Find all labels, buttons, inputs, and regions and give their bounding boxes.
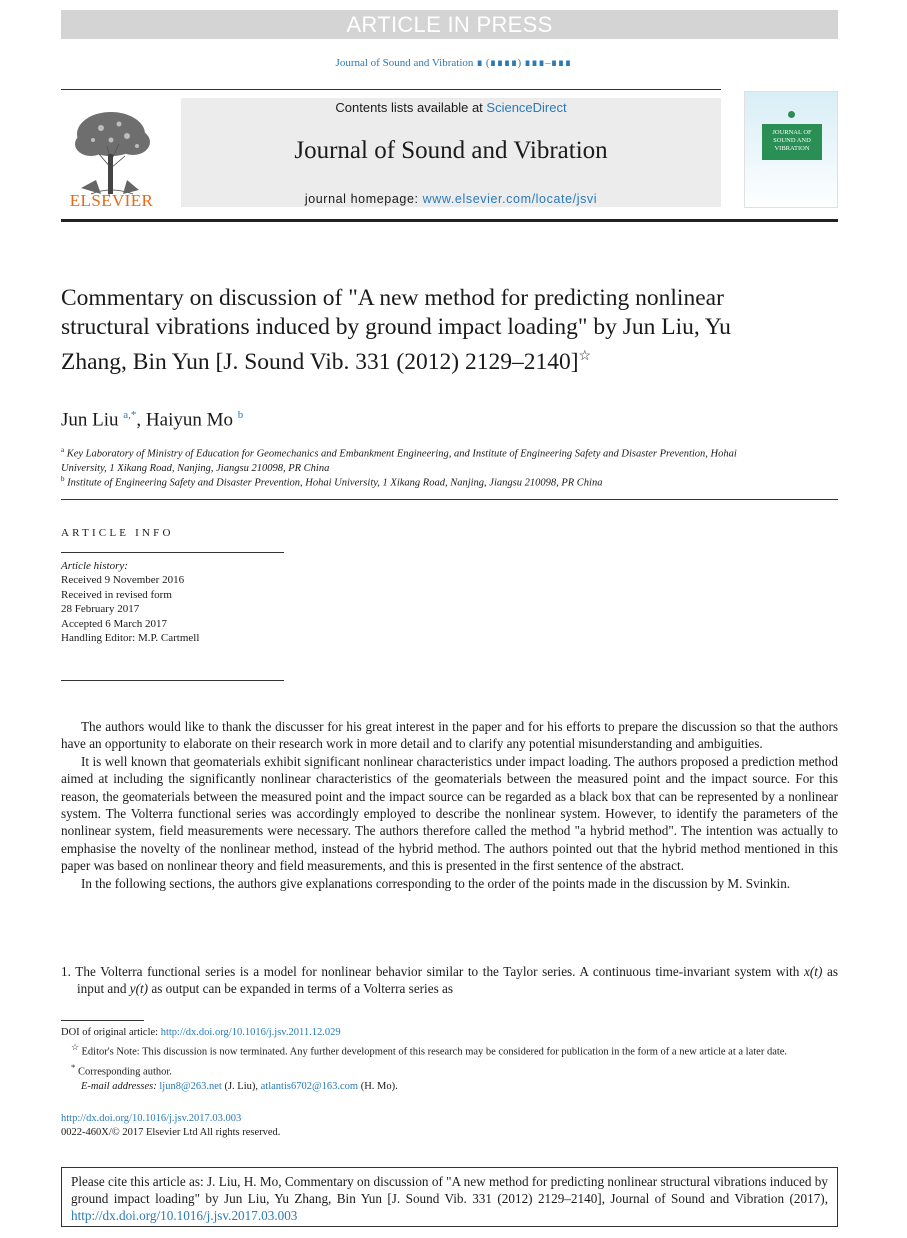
publisher-wordmark: ELSEVIER: [69, 191, 154, 210]
email-owner: (H. Mo).: [358, 1080, 398, 1092]
citation-text: Please cite this article as: J. Liu, H. Mo, Commentary on discussion of "A new method for predicting nonlinear structural vibrations induced by ground impact loading" by Jun Liu, Yu Zhang, Bin Yun [J. Sound Vib. 331 (2012) 2129–2140], Journal of Sound and Vibration (2017),: [71, 1174, 828, 1207]
editors-note: [61, 1040, 838, 1060]
citation-box: [61, 1167, 838, 1227]
header-rule: [61, 219, 838, 222]
list-text: The Volterra functional series is a model for nonlinear behavior similar to the Taylor series. A continuous time-invariant system with: [75, 964, 805, 979]
journal-cover-thumbnail[interactable]: [744, 91, 838, 208]
output-variable: y(t): [129, 981, 149, 997]
citation-doi-link[interactable]: http://dx.doi.org/10.1016/j.jsv.2017.03.003: [71, 1208, 298, 1224]
journal-header: [181, 98, 721, 207]
author-affiliation-mark[interactable]: a,*: [123, 409, 137, 421]
article-history: [61, 559, 199, 645]
list-number: 1.: [61, 964, 71, 979]
homepage-link[interactable]: www.elsevier.com/locate/jsvi: [422, 192, 598, 206]
article-info-bottom-rule: [61, 680, 284, 681]
body-text: [61, 718, 838, 892]
corresponding-mark: *: [71, 1062, 76, 1073]
corresponding-text: Corresponding author.: [78, 1066, 172, 1078]
history-line: Handling Editor: M.P. Cartmell: [61, 632, 200, 645]
affiliation-text: Key Laboratory of Ministry of Education for Geomechanics and Embankment Engineering, and Institute of Engineering Safety and Disaster Prevention, Hohai University, 1 Xikang Road, Nanjing, Jiangsu 210098, PR China: [61, 448, 737, 474]
section-divider: [61, 499, 838, 500]
history-line: Accepted 6 March 2017: [61, 617, 167, 630]
cover-emblem-icon: [788, 111, 795, 118]
journal-title: Journal of Sound and Vibration: [294, 137, 608, 164]
email-link-liu[interactable]: ljun8@263.net: [159, 1080, 222, 1092]
author-affiliation-mark[interactable]: b: [237, 409, 244, 421]
body-paragraph: In the following sections, the authors give explanations corresponding to the order of the points made in the discussion by M. Svinkin.: [81, 875, 791, 891]
journal-homepage: [181, 192, 721, 206]
corresponding-author-note: [61, 1060, 838, 1080]
article-doi-link[interactable]: http://dx.doi.org/10.1016/j.jsv.2017.03.003: [61, 1113, 242, 1124]
header-top-rule: [61, 89, 721, 90]
contents-prefix: Contents lists available at: [335, 100, 487, 115]
email-owner: (J. Liu),: [221, 1080, 261, 1092]
author-list: [61, 409, 243, 431]
article-info-heading: ARTICLE INFO: [61, 527, 174, 539]
footnote-rule: [61, 1020, 144, 1021]
article-title: [61, 284, 741, 377]
copyright-line: 0022-460X/© 2017 Elsevier Ltd All rights reserved.: [61, 1127, 281, 1139]
history-heading: Article history:: [61, 560, 128, 572]
original-doi-line: [61, 1026, 838, 1040]
history-line: Received 9 November 2016: [61, 574, 185, 587]
footnotes: [61, 1026, 838, 1094]
affiliation-text: Institute of Engineering Safety and Disaster Prevention, Hohai University, 1 Xikang Road, Nanjing, Jiangsu 210098, PR China: [67, 477, 603, 489]
contents-line: [181, 100, 721, 115]
cover-title: JOURNAL OF SOUND AND VIBRATION: [762, 124, 822, 160]
sciencedirect-link[interactable]: ScienceDirect: [486, 100, 567, 115]
editors-note-text: Editor's Note: This discussion is now terminated. Any further development of this research may be considered for publication in the form of a new article at a later date.: [81, 1046, 788, 1058]
affiliation-label: a: [61, 446, 65, 454]
email-link-mo[interactable]: atlantis6702@163.com: [260, 1080, 359, 1092]
input-variable: x(t): [804, 964, 823, 979]
history-line: Received in revised form: [61, 588, 172, 601]
article-in-press-banner: ARTICLE IN PRESS: [61, 10, 838, 39]
author-separator: ,: [136, 409, 146, 431]
original-doi-link[interactable]: http://dx.doi.org/10.1016/j.jsv.2011.12.029: [160, 1027, 341, 1038]
article-info-rule: [61, 552, 284, 553]
title-note-star-icon[interactable]: ☆: [578, 349, 592, 364]
author-name[interactable]: Jun Liu: [61, 409, 119, 431]
author-name[interactable]: Haiyun Mo: [145, 409, 233, 431]
cover-footer-mark: [775, 192, 809, 200]
editors-note-star-icon: ☆: [71, 1042, 79, 1053]
email-line: [61, 1080, 838, 1094]
email-label: E-mail addresses:: [81, 1080, 160, 1092]
list-item: [61, 963, 838, 998]
article-doi-block: [61, 1112, 280, 1141]
journal-reference[interactable]: Journal of Sound and Vibration ∎ (∎∎∎∎) ∎∎∎–∎∎∎: [335, 57, 572, 69]
history-line: 28 February 2017: [61, 603, 140, 616]
homepage-prefix: journal homepage:: [304, 192, 423, 206]
list-text: as output can be expanded in terms of a Volterra series as: [148, 981, 453, 997]
body-paragraph: It is well known that geomaterials exhibit significant nonlinear characteristics under impact loading. The authors proposed a prediction method aimed at including the significantly nonlinear characteristics of the geomaterials between the measured point and the impact source. For this reason, the geomaterials between the measured point and the impact source can be regarded as a black box that can be represented by a nonlinear system. The Volterra functional series was accordingly employed to describe the nonlinear system. However, to identify the parameters of the nonlinear system, field measurements were necessary. The authors therefore called the method "a hybrid method". The intention was actually to emphasise the novelty of the nonlinear method, instead of the hybrid method. The authors pointed out that the hybrid method mentioned in this paper was based on nonlinear theory and field measurements, and this is presented in the first sentence of the abstract.: [61, 753, 838, 874]
list-text: as input and: [77, 964, 838, 997]
article-title-text: Commentary on discussion of "A new method for predicting nonlinear structural vibrations induced by ground impact loading" by Jun Liu, Yu Zhang, Bin Yun [J. Sound Vib. 331 (2012) 2129–2140]: [61, 285, 731, 375]
affiliation-b: [61, 472, 761, 491]
affiliation-label: b: [61, 475, 65, 483]
body-paragraph: The authors would like to thank the discusser for his great interest in the paper and for his efforts to prepare the discussion so that the authors have an opportunity to elaborate on their research work in more detail and to clarify any potential misunderstanding and ambiguities.: [61, 719, 838, 752]
original-doi-label: DOI of original article:: [61, 1027, 161, 1038]
